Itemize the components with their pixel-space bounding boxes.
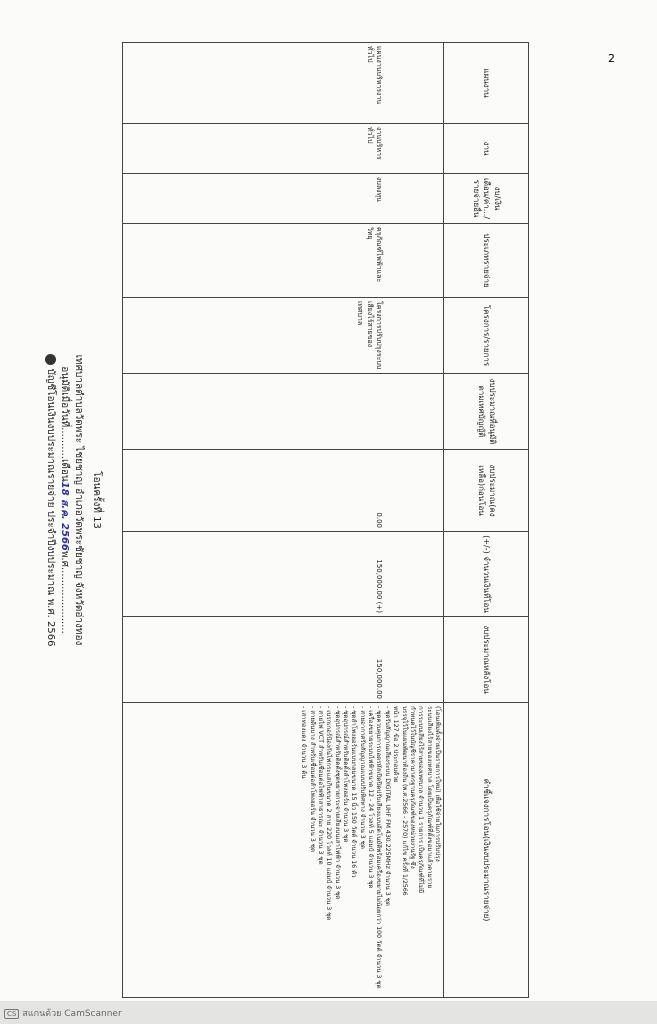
cell-explanation — [123, 703, 444, 998]
explanation-line: - ชุดอุปกรณ์สำหรับติดตั้งลำโพงฮอร์น จำนวน 3 ชุด — [342, 706, 350, 843]
explanation-line: การระบบเสียงไร้สายของเทศบาล จำนวน 1 รายการ เป็นครุภัณฑ์ที่ไม่มี — [417, 706, 425, 894]
col-header-after: งบประมาณหลังโอน — [444, 617, 529, 703]
document-title: บัญชีโอนเงินงบประมาณรายจ่าย ประจำปีงบประมาณ พ.ศ. 2566 — [43, 0, 58, 1000]
explanation-line: - สายไฟ VCT สำหรับเชื่อมต่อไฟฟ้าสาธารณะ จำนวน 3 ชุด — [316, 706, 324, 865]
col-header-project: โครงการ/รายการ — [444, 298, 529, 374]
page-number: 2 — [608, 52, 615, 65]
explanation-line: - เบรกเกอร์ป้องกันไฟกระแสเกินขนาด 2 สาย 220 โวลท์ 10 แอมป์ จำนวน 3 ชุด — [325, 706, 333, 921]
explanation-line: บรรจุไว้ในแผนพัฒนาท้องถิ่น (พ.ศ.2566 - 2570) แก้ไข ครั้งที่ 1/2566 — [400, 706, 408, 896]
col-header-budget-type: งบ/เงินเดือน/ค่า.../รายจ่ายอื่น — [444, 174, 529, 224]
col-header-expense-type: ประเภทรายจ่าย — [444, 224, 529, 298]
cell-after: 150,000.00 — [123, 617, 444, 703]
cell-transfer: 150,000.00 (+) — [123, 532, 444, 617]
explanation-line: - ชุดรับสัญญาณเสียงระบบ DIGITAL UHF FM 430.225MHz จำนวน 3 ชุด — [383, 706, 391, 906]
explanation-line: - เครื่องขยายระบบไฟฟ้าขนาด 12 - 24 โวลท์ 5 แอมป์ จำนวน 3 ชุด — [367, 706, 375, 889]
explanation-line: กำหนดไว้ในบัญชีราคามาตรฐานครุภัณฑ์ของหน่วยงานรัฐ ซึ่ง — [408, 706, 416, 869]
cell-project: โครงการปรับปรุงระบบเสียงไร้สายของเทศบาล — [123, 298, 444, 374]
col-header-plan: แผนงาน — [444, 43, 529, 124]
explanation-line: - ชุดควบคุมการถอดรหัสเปิดปิดปรับเสียงแบบอัตโนมัติพร้อมเครื่องขยายไม่น้อยกว่า 100 วัตต์ จำนวน 3 ชุด — [375, 706, 383, 989]
explanation-line: ระบบเสียงไร้สายของเทศบาล โดยเป็นครุภัณฑ์ที่ตั้งขอมาแล้วตามราย — [425, 706, 433, 889]
cell-expense-type: ครุภัณฑ์ไฟฟ้าและวิทยุ — [123, 224, 444, 298]
cell-work: งานบริหารทั่วไป — [123, 124, 444, 174]
approval-date-handwritten: 18 ส.ค. 2566 — [59, 481, 70, 551]
explanation-line: - เสาทองแดง จำนวน 3 ต้น — [300, 706, 308, 779]
approval-line: อนุมัติเมื่อวันที่..........เดือน18 ส.ค. 2566พ.ศ..................... — [59, 366, 70, 634]
explanation-line: - สายดินบาง สำหรับเชื่อมต่อลำโพงฮอร์น จำนวน 3 ชุด — [308, 706, 316, 852]
table-header-row — [444, 43, 529, 998]
explanation-line: - ชุดลำโพงฮอร์นแบบกลมขนาด 15 นิ้ว 150 วัตต์ จำนวน 16 ตัว — [350, 706, 358, 878]
cell-approved — [123, 374, 444, 450]
table-row — [123, 43, 444, 998]
watermark-text: สแกนด้วย CamScanner — [22, 1009, 122, 1019]
scanner-watermark — [4, 1006, 122, 1020]
cell-remaining: 0.00 — [123, 450, 444, 532]
organization-line: เทศบาลตำบลวัดพระ ไชยชาญ อำเภอวัดพระชัยชาญ จังหวัดอ่างทอง — [73, 354, 84, 646]
explanation-line: - สายอากาศรับสัญญาณแบบปรับทิศทาง จำนวน 3 ชุด — [358, 706, 366, 849]
col-header-work: งาน — [444, 124, 529, 174]
col-header-explanation: คำชี้แจงการโอน(เงินงบประมาณรายจ่าย) — [444, 703, 529, 998]
explanation-line: (โอนเพิ่มตั้งจ่ายเป็นรายการใหม่) เพื่อใช้จ่ายในการปรับปรุง — [434, 706, 441, 862]
cell-budget-type: งบลงทุน — [123, 174, 444, 224]
camscanner-logo-icon: CS — [4, 1009, 19, 1019]
col-header-approved: งบประมาณที่อนุมัติตามเทศบัญญัติ — [444, 374, 529, 450]
col-header-remaining: งบประมาณ(คงเหลือ)ก่อนโอน — [444, 450, 529, 532]
explanation-line: หน้า 127 ข้อ 2 ประกอบด้วย — [392, 706, 400, 783]
seal-icon — [46, 354, 57, 365]
explanation-line: - ชุดอุปกรณ์สำหรับติดตั้งชุดขยายกระจายเสียงบนเสาไฟฟ้า จำนวน 3 ชุด — [333, 706, 341, 900]
transfer-number: โอนครั้งที่ 13 — [91, 471, 102, 529]
cell-plan: แผนงานบริหารงานทั่วไป — [123, 43, 444, 124]
col-header-transfer: (+/-) จำนวนเงินที่โอน — [444, 532, 529, 617]
budget-transfer-table — [122, 42, 529, 998]
